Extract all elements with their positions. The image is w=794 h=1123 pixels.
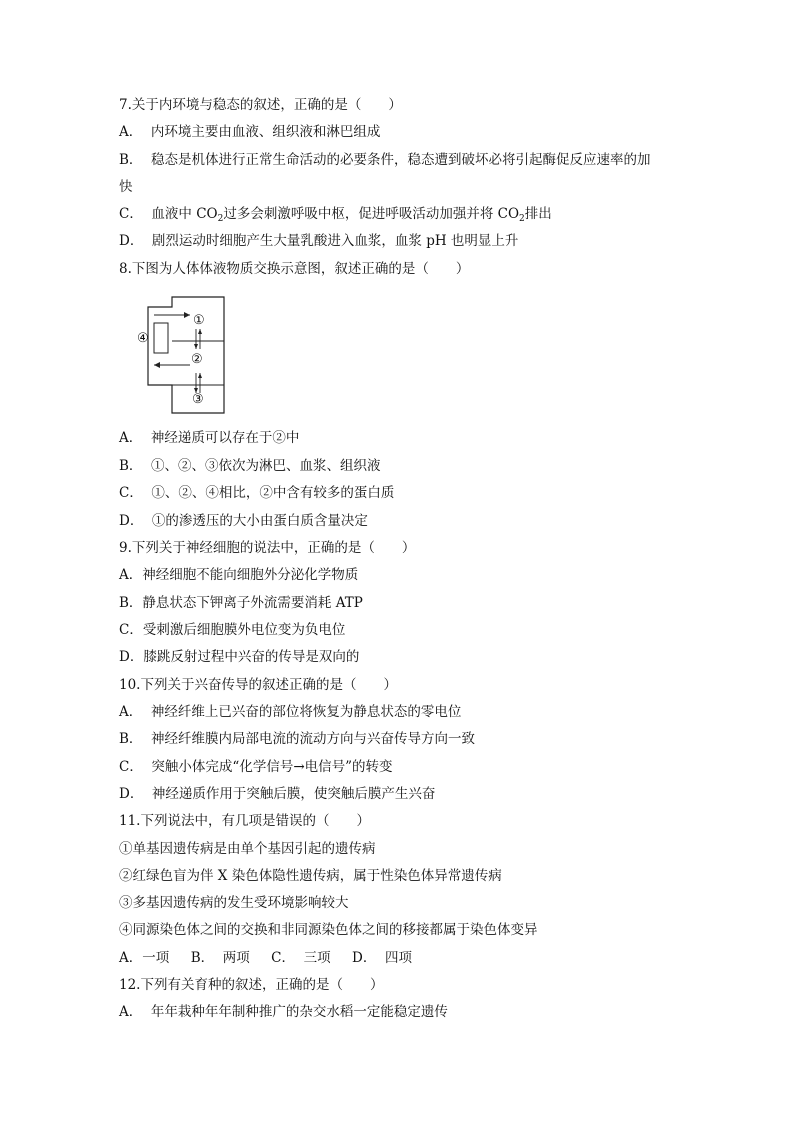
q9-option-d: D．膝跳反射过程中兴奋的传导是双向的 [119,649,360,665]
q7-c-post: 排出 [524,206,552,222]
q8-stem: 8.下图为人体体液物质交换示意图，叙述正确的是（ ） [119,261,470,277]
q8-option-a: A． 神经递质可以存在于②中 [119,430,300,446]
q12-stem: 12.下列有关育种的叙述，正确的是（ ） [119,977,384,993]
diagram-label-1: ① [193,313,205,328]
q7-c-sub2: 2 [519,214,525,224]
q10-option-b: B． 神经纤维膜内局部电流的流动方向与兴奋传导方向一致 [119,731,476,747]
q7-c-mid: 过多会刺激呼吸中枢，促进呼吸活动加强并将 CO [223,206,520,222]
q10-stem: 10.下列关于兴奋传导的叙述正确的是（ ） [119,677,397,693]
q9-stem: 9.下列关于神经细胞的说法中，正确的是（ ） [119,540,416,556]
diagram-label-3: ③ [192,392,204,407]
q7-option-a: A． 内环境主要由血液、组织液和淋巴组成 [119,124,381,140]
q7-option-c [119,205,552,223]
q9-option-b: B．静息状态下钾离子外流需要消耗 ATP [119,595,363,611]
q10-option-a: A． 神经纤维上已兴奋的部位将恢复为静息状态的零电位 [119,704,462,720]
q7-stem: 7.关于内环境与稳态的叙述，正确的是（ ） [119,97,402,113]
q8-option-d: D． ①的渗透压的大小由蛋白质含量决定 [119,513,368,529]
q7-option-b-line2: 快 [119,179,133,195]
q8-option-b: B． ①、②、③依次为淋巴、血浆、组织液 [119,458,381,474]
diagram-label-4: ④ [137,331,149,346]
body-fluid-exchange-diagram [130,291,230,417]
q10-option-c: C． 突触小体完成“化学信号→电信号”的转变 [119,759,393,775]
q7-c-sub1: 2 [217,214,224,224]
q9-option-c: C．受刺激后细胞膜外电位变为负电位 [119,622,346,638]
q8-option-c: C． ①、②、④相比，②中含有较多的蛋白质 [119,485,395,501]
q11-statement-4: ④同源染色体之间的交换和非同源染色体之间的移接都属于染色体变异 [119,922,538,938]
q9-option-a: A．神经细胞不能向细胞外分泌化学物质 [119,567,359,583]
q12-option-a: A． 年年栽种年年制种推广的杂交水稻一定能稳定遗传 [119,1004,448,1020]
q11-options: A．一项 B． 两项 C． 三项 D． 四项 [119,950,412,966]
q11-statement-2: ②红绿色盲为伴 X 染色体隐性遗传病，属于性染色体异常遗传病 [119,868,502,884]
q7-option-d: D． 剧烈运动时细胞产生大量乳酸进入血浆，血浆 pH 也明显上升 [119,233,519,249]
diagram-label-2: ② [191,352,203,367]
q7-c-pre: C． 血液中 CO [119,206,218,222]
q11-statement-1: ①单基因遗传病是由单个基因引起的遗传病 [119,841,376,857]
q7-option-b-line1: B． 稳态是机体进行正常生命活动的必要条件，稳态遭到破坏必将引起酶促反应速率的加 [119,152,651,168]
q10-option-d: D． 神经递质作用于突触后膜，使突触后膜产生兴奋 [119,786,436,802]
q11-statement-3: ③多基因遗传病的发生受环境影响较大 [119,895,349,911]
q11-stem: 11.下列说法中，有几项是错误的（ ） [119,813,370,829]
